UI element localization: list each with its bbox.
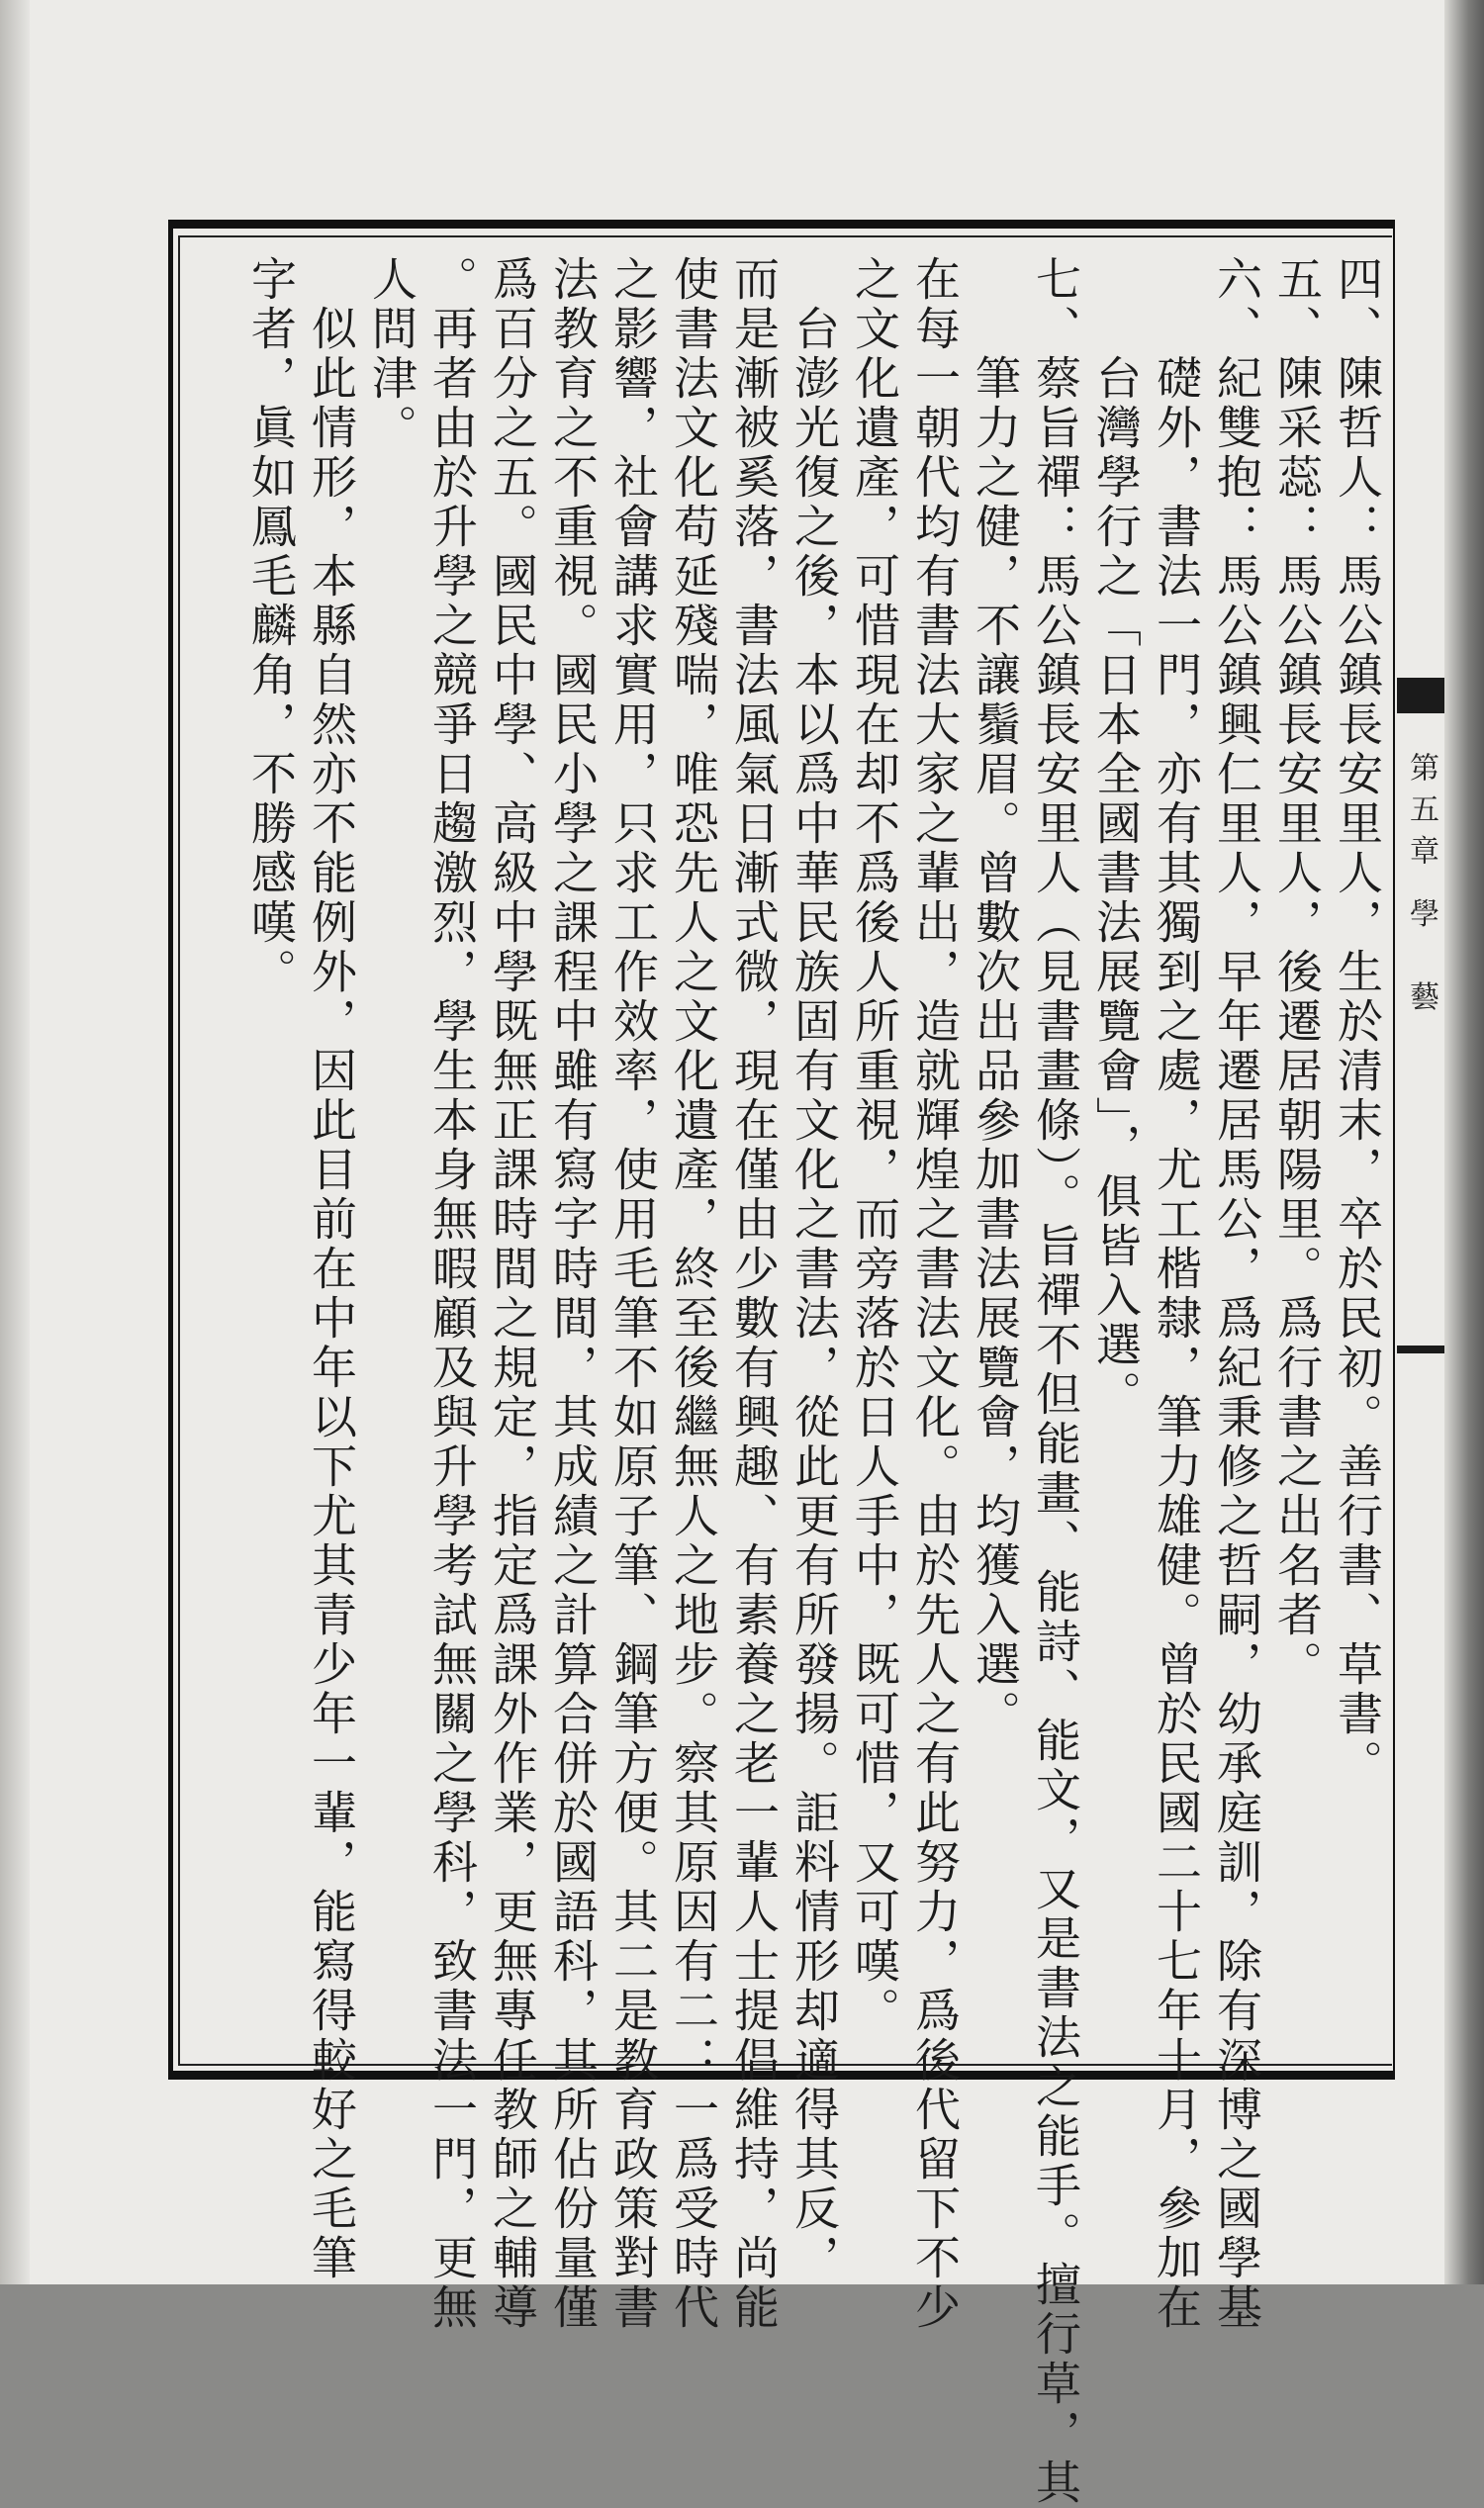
text-column: 而是漸被奚落，書法風氣日漸式微，現在僅由少數有興趣、有素養之老一輩人士提倡維持，尚能 [727, 255, 781, 2333]
text-column: 爲百分之五。國民中學、高級中學既無正課時間之規定，指定爲課外作業，更無專任教師之輔導 [486, 255, 539, 2333]
chapter-label: 第五章 [1404, 752, 1438, 877]
text-column: 六、紀雙抱：馬公鎮興仁里人，早年遷居馬公，爲紀秉修之哲嗣，幼承庭訓，除有深博之國學基 [1210, 255, 1263, 2333]
text-column: 。再者由於升學之競爭日趨激烈，學生本身無暇顧及與升學考試無關之學科，致書法一門，更無 [425, 255, 479, 2333]
text-column: 四、陳哲人：馬公鎮長安里人，生於清末，卒於民初。善行書、草書。 [1331, 255, 1384, 1789]
text-column: 在每一朝代均有書法大家之輩出，造就輝煌之書法文化。由於先人之有此努力，爲後代留下不少 [908, 255, 962, 2333]
text-column: 字者，眞如鳳毛麟角，不勝感嘆。 [244, 255, 298, 997]
text-column: 礎外，書法一門，亦有其獨到之處，尤工楷隸，筆力雄健。曾於民國二十七年十月，參加在 [1150, 255, 1203, 2333]
subject-label: 學 藝 [1404, 897, 1438, 1023]
chapter-side-tab [1404, 752, 1442, 1167]
vertical-text-block [244, 255, 1384, 2508]
text-column: 台澎光復之後，本以爲中華民族固有文化之書法，從此更有所發揚。詎料情形却適得其反， [788, 255, 841, 2283]
text-column: 五、陳采蕊：馬公鎮長安里人，後遷居朝陽里。爲行書之出名者。 [1270, 255, 1324, 1690]
page-binding-shadow [0, 0, 30, 2284]
side-tab-rule-top [1397, 678, 1444, 713]
text-column: 之影響，社會講求實用，只求工作效率，使用毛筆不如原子筆、鋼筆方便。其二是教育政策對書 [606, 255, 660, 2333]
text-column: 七、蔡旨禪：馬公鎮長安里人（見書畫條）。旨禪不但能畫、能詩、能文，又是書法之能手。擅行草，其 [1029, 255, 1082, 2508]
text-column: 使書法文化苟延殘喘，唯恐先人之文化遺產，終至後繼無人之地步。察其原因有二：一爲受時代 [667, 255, 720, 2333]
text-column: 筆力之健，不讓鬚眉。曾數次出品參加書法展覽會，均獲入選。 [969, 255, 1022, 1739]
text-column: 台灣學行之「日本全國書法展覽會」，俱皆入選。 [1089, 255, 1143, 1420]
page-fore-edge [1444, 0, 1484, 2284]
side-tab-rule-bottom [1397, 1346, 1444, 1353]
text-column: 人問津。 [365, 255, 418, 453]
text-column: 之文化遺產，可惜現在却不爲後人所重視，而旁落於日人手中，既可惜，又可嘆。 [848, 255, 901, 2036]
text-column: 似此情形，本縣自然亦不能例外，因此目前在中年以下尤其青少年一輩，能寫得較好之毛筆 [305, 255, 358, 2283]
text-column: 法教育之不重視。國民小學之課程中雖有寫字時間，其成績之計算合併於國語科，其所佔份量僅 [546, 255, 600, 2333]
